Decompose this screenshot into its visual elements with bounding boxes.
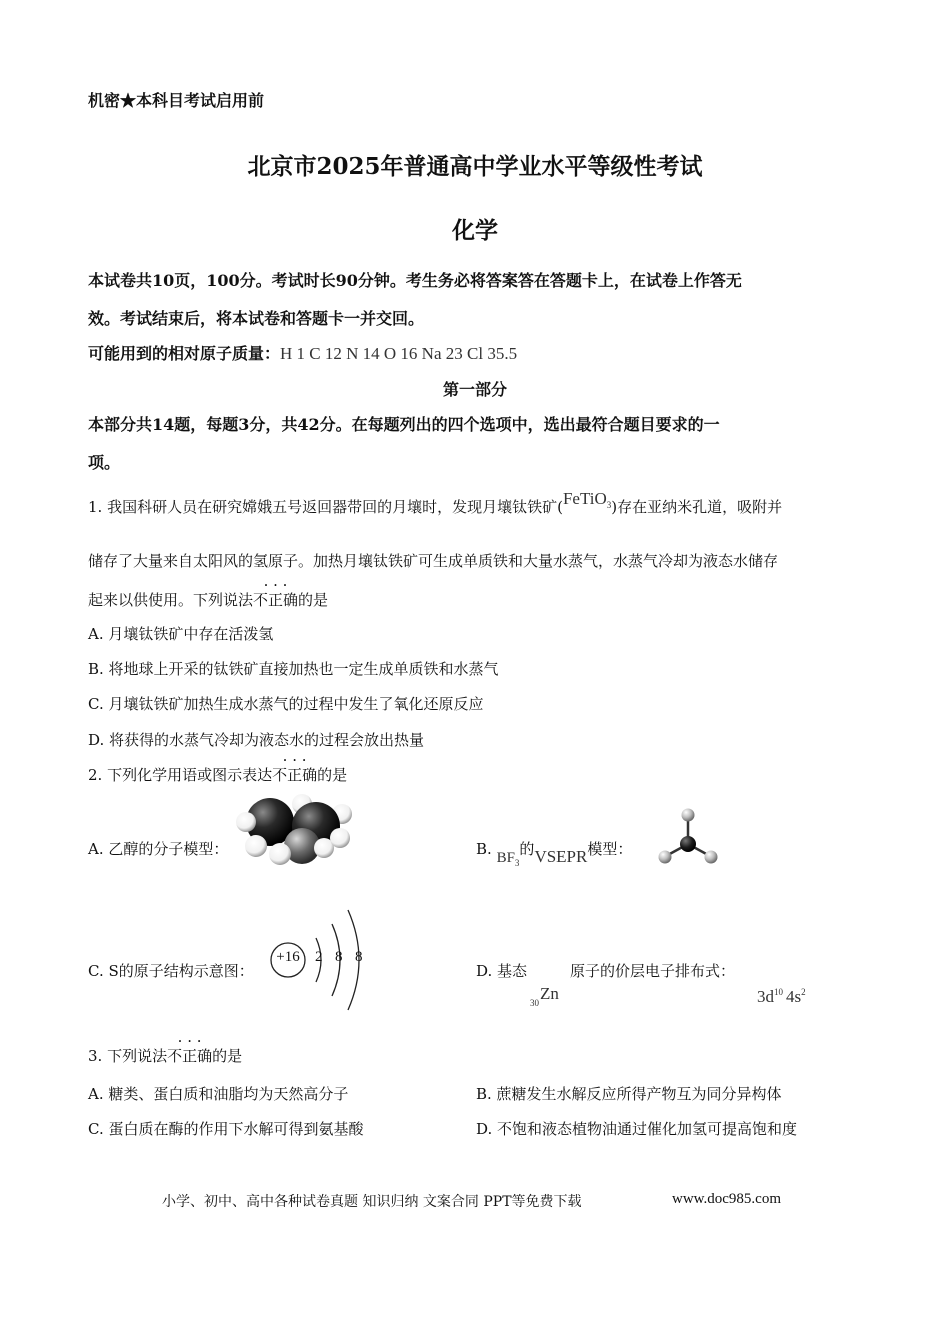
emphasis-dots: · · ·	[282, 751, 307, 769]
q1-option-b: B. 将地球上开采的钛铁矿直接加热也一定生成单质铁和水蒸气	[88, 660, 499, 678]
q1-option-c: C. 月壤钛铁矿加热生成水蒸气的过程中发生了氧化还原反应	[88, 695, 484, 713]
part-heading: 第一部分	[442, 380, 507, 399]
boron-atom	[680, 836, 696, 852]
atomic-mass-values: H 1 C 12 N 14 O 16 Na 23 Cl 35.5	[280, 344, 518, 363]
q1-option-a: A. 月壤钛铁矿中存在活泼氢	[88, 625, 274, 643]
vsepr-text: VSEPR	[534, 847, 588, 866]
emphasis-dots: · · ·	[177, 1032, 202, 1050]
q1-line1	[88, 489, 783, 518]
q3-emphasis: · · · 不正确	[167, 1032, 213, 1065]
emphasis-dots: · · ·	[263, 576, 288, 594]
zinc-electron-configuration: $3d^{10}$ $4s^2$	[757, 987, 806, 1006]
shell-2-electrons: 8	[335, 949, 343, 965]
q2-stem: 2. 下列化学用语或图示表达 · · · 不正确的是	[88, 751, 348, 784]
hydrogen-atom	[236, 812, 256, 832]
q1-line3: 起来以供使用。下列说法 · · · 不正确的是	[88, 576, 329, 609]
q2-option-d-suffix: 原子的价层电子排布式：	[570, 962, 736, 980]
instructions-line1: 本试卷共10页，100分。考试时长90分钟。考生务必将答案答在答题卡上，在试卷上作答无	[88, 271, 742, 290]
q3-option-c: C. 蛋白质在酶的作用下水解可得到氨基酸	[88, 1120, 364, 1138]
part-description-line1: 本部分共14题，每题3分，共42分。在每题列出的四个选项中，选出最符合题目要求的一	[88, 415, 720, 434]
shell-1-electrons: 2	[315, 949, 323, 965]
exam-title: 北京市2025年普通高中学业水平等级性考试	[247, 153, 703, 180]
q2-emphasis: · · · 不正确	[272, 751, 318, 784]
footer-text: 小学、初中、高中各种试卷真题 知识归纳 文案合同 PPT等免费下载	[162, 1194, 582, 1210]
hydrogen-atom	[245, 835, 267, 857]
q2-option-d-prefix: D. 基态	[476, 962, 528, 980]
shell-3-electrons: 8	[355, 949, 363, 965]
instructions-line2: 效。考试结束后，将本试卷和答题卡一并交回。	[88, 309, 425, 328]
q1-formula: FeTiO$_3$	[562, 489, 612, 510]
fluorine-atom	[659, 851, 672, 864]
nucleus-charge: +16	[276, 949, 300, 965]
hydrogen-atom	[269, 843, 291, 865]
q3-option-d: D. 不饱和液态植物油通过催化加氢可提高饱和度	[476, 1120, 798, 1138]
q3-option-b: B. 蔗糖发生水解反应所得产物互为同分异构体	[476, 1085, 782, 1103]
q1-text1b: )存在亚纳米孔道，吸附并	[611, 498, 783, 516]
fluorine-atom	[682, 809, 695, 822]
fluorine-atom	[705, 851, 718, 864]
subject-title: 化学	[452, 217, 498, 244]
q2-option-b-label: B. $BF_3$的VSEPR模型：	[476, 840, 633, 868]
q1-text1a: 1. 我国科研人员在研究嫦娥五号返回器带回的月壤时，发现月壤钛铁矿(	[88, 498, 563, 516]
bf3-vsepr-model	[656, 806, 722, 868]
atomic-mass-label: 可能用到的相对原子质量：	[88, 344, 281, 363]
q2-option-a-label: A. 乙醇的分子模型：	[88, 840, 229, 858]
q2-option-c-label: C. S的原子结构示意图：	[88, 962, 254, 980]
q1-line2: 储存了大量来自太阳风的氢原子。加热月壤钛铁矿可生成单质铁和大量水蒸气，水蒸气冷却为液态水储存	[88, 552, 779, 570]
part-description-line2: 项。	[88, 453, 121, 472]
q3-option-a: A. 糖类、蛋白质和油脂均为天然高分子	[88, 1085, 349, 1103]
q1-emphasis: · · · 不正确	[253, 576, 299, 609]
atomic-mass-line	[88, 341, 517, 364]
confidential-note: 机密★本科目考试启用前	[88, 91, 265, 110]
q3-stem: 3. 下列说法 · · · 不正确的是	[88, 1032, 243, 1065]
ethanol-space-filling-model	[236, 796, 356, 868]
footer-url[interactable]: www.doc985.com	[672, 1191, 782, 1207]
q1-option-d: D. 将获得的水蒸气冷却为液态水的过程会放出热量	[88, 731, 425, 749]
bf3-formula: $BF_3$	[496, 850, 520, 868]
hydrogen-atom	[330, 828, 350, 848]
zinc-symbol: $_{30}$Zn	[530, 984, 559, 1008]
